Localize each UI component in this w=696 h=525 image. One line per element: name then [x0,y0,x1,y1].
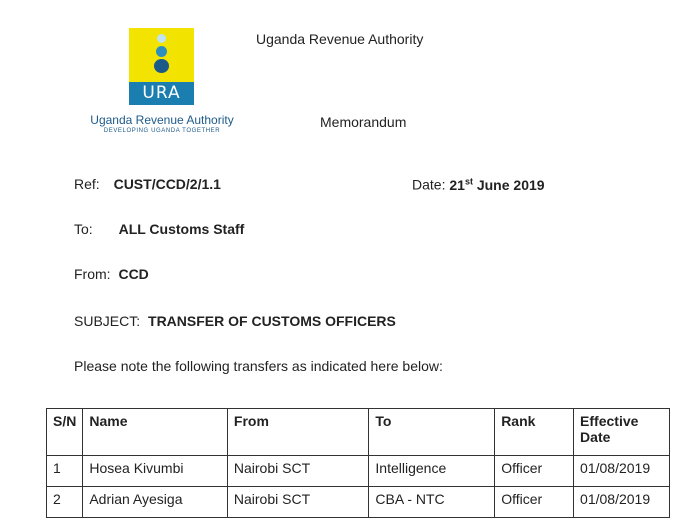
col-header-from: From [227,409,369,456]
col-header-name: Name [83,409,228,456]
logo-tagline: DEVELOPING UGANDA TOGETHER [103,128,221,134]
logo-band: URA [129,82,194,105]
col-header-sn: S/N [47,409,83,456]
cell-to: Intelligence [369,456,495,487]
logo-dot-middle [156,46,167,57]
col-header-to: To [369,409,495,456]
cell-sn: 1 [47,456,83,487]
to-line [74,221,244,237]
subject-line [74,313,396,329]
transfers-table [46,408,670,518]
logo-mark [129,28,194,105]
intro-text: Please note the following transfers as indicated here below: [74,358,443,374]
cell-effective-date: 01/08/2019 [574,487,670,518]
cell-name: Adrian Ayesiga [83,487,228,518]
cell-from: Nairobi SCT [227,487,369,518]
cell-rank: Officer [495,487,574,518]
date-label: Date: [412,176,446,193]
col-header-effective-date: Effective Date [574,409,670,456]
header-doc-type: Memorandum [320,114,407,130]
ref-line [74,176,221,192]
from-line [74,266,149,282]
col-header-rank: Rank [495,409,574,456]
cell-to: CBA - NTC [369,487,495,518]
table-header-row [47,409,670,456]
cell-rank: Officer [495,456,574,487]
to-value: ALL Customs Staff [118,221,245,237]
table-row [47,456,670,487]
from-label: From: [74,266,111,282]
logo-dot-bottom [154,59,169,73]
cell-name: Hosea Kivumbi [83,456,228,487]
logo-name: Uganda Revenue Authority [90,113,234,127]
header-organization: Uganda Revenue Authority [256,31,424,47]
to-label: To: [74,221,93,237]
subject-value: TRANSFER OF CUSTOMS OFFICERS [148,313,396,329]
from-value: CCD [118,266,149,282]
cell-effective-date: 01/08/2019 [574,456,670,487]
ref-label: Ref: [74,176,100,192]
table-row [47,487,670,518]
cell-sn: 2 [47,487,83,518]
date-value: 21st June 2019 [449,176,545,193]
ref-value: CUST/CCD/2/1.1 [113,176,221,192]
subject-label: SUBJECT: [74,313,141,329]
logo-dot-top [157,34,166,43]
date-line [412,176,545,193]
cell-from: Nairobi SCT [227,456,369,487]
